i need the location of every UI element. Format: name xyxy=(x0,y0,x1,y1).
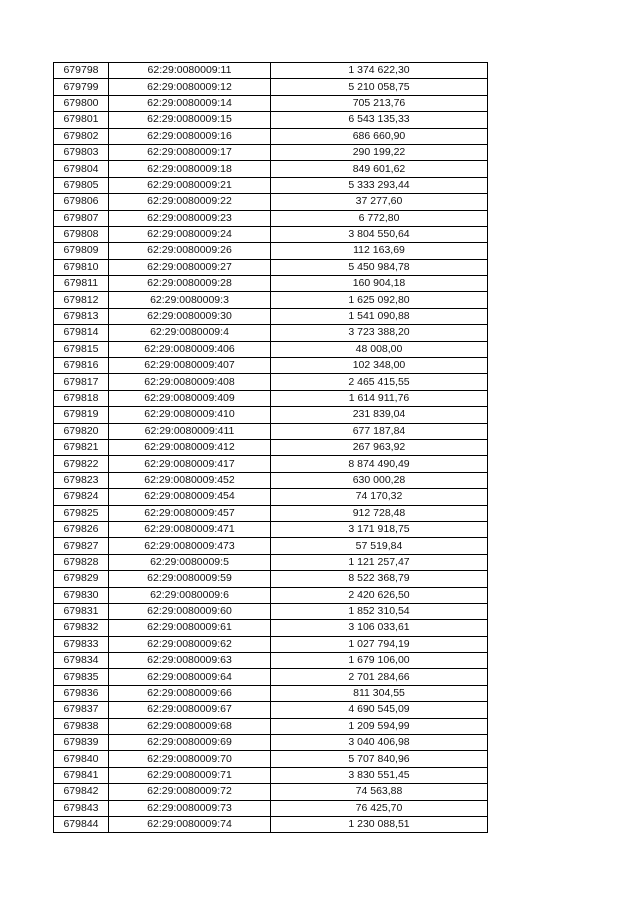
value-cell: 1 230 088,51 xyxy=(271,816,488,832)
row-id-cell: 679812 xyxy=(54,292,109,308)
row-id-cell: 679840 xyxy=(54,751,109,767)
cadastral-number-cell: 62:29:0080009:417 xyxy=(109,456,271,472)
row-id-cell: 679844 xyxy=(54,816,109,832)
value-cell: 1 614 911,76 xyxy=(271,390,488,406)
row-id-cell: 679821 xyxy=(54,439,109,455)
table-row xyxy=(54,735,488,751)
table-row xyxy=(54,521,488,537)
row-id-cell: 679806 xyxy=(54,194,109,210)
value-cell: 48 008,00 xyxy=(271,341,488,357)
data-table xyxy=(53,62,488,833)
row-id-cell: 679820 xyxy=(54,423,109,439)
row-id-cell: 679836 xyxy=(54,685,109,701)
row-id-cell: 679799 xyxy=(54,79,109,95)
value-cell: 8 874 490,49 xyxy=(271,456,488,472)
cadastral-number-cell: 62:29:0080009:4 xyxy=(109,325,271,341)
cadastral-number-cell: 62:29:0080009:18 xyxy=(109,161,271,177)
table-row xyxy=(54,308,488,324)
cadastral-number-cell: 62:29:0080009:5 xyxy=(109,554,271,570)
cadastral-number-cell: 62:29:0080009:16 xyxy=(109,128,271,144)
cadastral-number-cell: 62:29:0080009:409 xyxy=(109,390,271,406)
table-row xyxy=(54,800,488,816)
value-cell: 5 210 058,75 xyxy=(271,79,488,95)
table-row xyxy=(54,505,488,521)
cadastral-number-cell: 62:29:0080009:24 xyxy=(109,226,271,242)
row-id-cell: 679830 xyxy=(54,587,109,603)
value-cell: 686 660,90 xyxy=(271,128,488,144)
table-row xyxy=(54,456,488,472)
row-id-cell: 679827 xyxy=(54,538,109,554)
table-row xyxy=(54,112,488,128)
value-cell: 3 106 033,61 xyxy=(271,620,488,636)
value-cell: 1 209 594,99 xyxy=(271,718,488,734)
row-id-cell: 679803 xyxy=(54,144,109,160)
row-id-cell: 679824 xyxy=(54,489,109,505)
cadastral-number-cell: 62:29:0080009:411 xyxy=(109,423,271,439)
value-cell: 1 027 794,19 xyxy=(271,636,488,652)
table-row xyxy=(54,144,488,160)
cadastral-number-cell: 62:29:0080009:412 xyxy=(109,439,271,455)
cadastral-number-cell: 62:29:0080009:12 xyxy=(109,79,271,95)
value-cell: 76 425,70 xyxy=(271,800,488,816)
table-row xyxy=(54,177,488,193)
row-id-cell: 679800 xyxy=(54,95,109,111)
row-id-cell: 679808 xyxy=(54,226,109,242)
table-row xyxy=(54,341,488,357)
row-id-cell: 679832 xyxy=(54,620,109,636)
value-cell: 1 625 092,80 xyxy=(271,292,488,308)
row-id-cell: 679838 xyxy=(54,718,109,734)
value-cell: 74 170,32 xyxy=(271,489,488,505)
cadastral-number-cell: 62:29:0080009:67 xyxy=(109,702,271,718)
cadastral-number-cell: 62:29:0080009:410 xyxy=(109,407,271,423)
table-row xyxy=(54,423,488,439)
row-id-cell: 679802 xyxy=(54,128,109,144)
cadastral-number-cell: 62:29:0080009:71 xyxy=(109,767,271,783)
row-id-cell: 679826 xyxy=(54,521,109,537)
row-id-cell: 679843 xyxy=(54,800,109,816)
value-cell: 231 839,04 xyxy=(271,407,488,423)
row-id-cell: 679804 xyxy=(54,161,109,177)
row-id-cell: 679825 xyxy=(54,505,109,521)
value-cell: 1 852 310,54 xyxy=(271,603,488,619)
row-id-cell: 679813 xyxy=(54,308,109,324)
value-cell: 5 333 293,44 xyxy=(271,177,488,193)
table-row xyxy=(54,439,488,455)
value-cell: 630 000,28 xyxy=(271,472,488,488)
value-cell: 2 465 415,55 xyxy=(271,374,488,390)
value-cell: 6 543 135,33 xyxy=(271,112,488,128)
row-id-cell: 679818 xyxy=(54,390,109,406)
value-cell: 1 374 622,30 xyxy=(271,63,488,79)
cadastral-number-cell: 62:29:0080009:74 xyxy=(109,816,271,832)
cadastral-number-cell: 62:29:0080009:62 xyxy=(109,636,271,652)
value-cell: 3 040 406,98 xyxy=(271,735,488,751)
row-id-cell: 679805 xyxy=(54,177,109,193)
value-cell: 74 563,88 xyxy=(271,784,488,800)
table-row xyxy=(54,472,488,488)
table-row xyxy=(54,276,488,292)
table-row xyxy=(54,226,488,242)
value-cell: 4 690 545,09 xyxy=(271,702,488,718)
row-id-cell: 679834 xyxy=(54,653,109,669)
value-cell: 2 420 626,50 xyxy=(271,587,488,603)
table-row xyxy=(54,210,488,226)
row-id-cell: 679835 xyxy=(54,669,109,685)
table-row xyxy=(54,767,488,783)
table-row xyxy=(54,243,488,259)
cadastral-number-cell: 62:29:0080009:21 xyxy=(109,177,271,193)
cadastral-number-cell: 62:29:0080009:27 xyxy=(109,259,271,275)
table-row xyxy=(54,702,488,718)
row-id-cell: 679833 xyxy=(54,636,109,652)
cadastral-number-cell: 62:29:0080009:406 xyxy=(109,341,271,357)
table-row xyxy=(54,653,488,669)
cadastral-number-cell: 62:29:0080009:72 xyxy=(109,784,271,800)
cadastral-number-cell: 62:29:0080009:64 xyxy=(109,669,271,685)
row-id-cell: 679839 xyxy=(54,735,109,751)
table-row xyxy=(54,358,488,374)
row-id-cell: 679816 xyxy=(54,358,109,374)
row-id-cell: 679811 xyxy=(54,276,109,292)
cadastral-number-cell: 62:29:0080009:69 xyxy=(109,735,271,751)
cadastral-number-cell: 62:29:0080009:66 xyxy=(109,685,271,701)
value-cell: 102 348,00 xyxy=(271,358,488,374)
cadastral-number-cell: 62:29:0080009:61 xyxy=(109,620,271,636)
table-row xyxy=(54,390,488,406)
value-cell: 3 723 388,20 xyxy=(271,325,488,341)
row-id-cell: 679828 xyxy=(54,554,109,570)
row-id-cell: 679814 xyxy=(54,325,109,341)
table-row xyxy=(54,489,488,505)
table-row xyxy=(54,816,488,832)
cadastral-number-cell: 62:29:0080009:26 xyxy=(109,243,271,259)
table-body xyxy=(54,63,488,833)
value-cell: 1 121 257,47 xyxy=(271,554,488,570)
table-row xyxy=(54,669,488,685)
value-cell: 705 213,76 xyxy=(271,95,488,111)
value-cell: 1 541 090,88 xyxy=(271,308,488,324)
table-row xyxy=(54,538,488,554)
cadastral-number-cell: 62:29:0080009:70 xyxy=(109,751,271,767)
cadastral-number-cell: 62:29:0080009:15 xyxy=(109,112,271,128)
row-id-cell: 679837 xyxy=(54,702,109,718)
table-row xyxy=(54,751,488,767)
value-cell: 849 601,62 xyxy=(271,161,488,177)
row-id-cell: 679807 xyxy=(54,210,109,226)
row-id-cell: 679831 xyxy=(54,603,109,619)
value-cell: 677 187,84 xyxy=(271,423,488,439)
row-id-cell: 679810 xyxy=(54,259,109,275)
table-row xyxy=(54,95,488,111)
row-id-cell: 679817 xyxy=(54,374,109,390)
row-id-cell: 679823 xyxy=(54,472,109,488)
cadastral-number-cell: 62:29:0080009:22 xyxy=(109,194,271,210)
cadastral-number-cell: 62:29:0080009:473 xyxy=(109,538,271,554)
cadastral-number-cell: 62:29:0080009:63 xyxy=(109,653,271,669)
value-cell: 8 522 368,79 xyxy=(271,571,488,587)
cadastral-number-cell: 62:29:0080009:17 xyxy=(109,144,271,160)
value-cell: 2 701 284,66 xyxy=(271,669,488,685)
cadastral-number-cell: 62:29:0080009:6 xyxy=(109,587,271,603)
table-row xyxy=(54,79,488,95)
cadastral-number-cell: 62:29:0080009:457 xyxy=(109,505,271,521)
value-cell: 3 804 550,64 xyxy=(271,226,488,242)
table-row xyxy=(54,63,488,79)
cadastral-number-cell: 62:29:0080009:471 xyxy=(109,521,271,537)
table-row xyxy=(54,161,488,177)
cadastral-number-cell: 62:29:0080009:452 xyxy=(109,472,271,488)
cadastral-number-cell: 62:29:0080009:60 xyxy=(109,603,271,619)
cadastral-number-cell: 62:29:0080009:407 xyxy=(109,358,271,374)
table-row xyxy=(54,128,488,144)
value-cell: 1 679 106,00 xyxy=(271,653,488,669)
cadastral-number-cell: 62:29:0080009:68 xyxy=(109,718,271,734)
cadastral-number-cell: 62:29:0080009:14 xyxy=(109,95,271,111)
table-row xyxy=(54,554,488,570)
table-row xyxy=(54,259,488,275)
cadastral-number-cell: 62:29:0080009:28 xyxy=(109,276,271,292)
row-id-cell: 679829 xyxy=(54,571,109,587)
table-row xyxy=(54,194,488,210)
value-cell: 5 450 984,78 xyxy=(271,259,488,275)
value-cell: 57 519,84 xyxy=(271,538,488,554)
cadastral-number-cell: 62:29:0080009:454 xyxy=(109,489,271,505)
table-row xyxy=(54,374,488,390)
cadastral-number-cell: 62:29:0080009:11 xyxy=(109,63,271,79)
value-cell: 811 304,55 xyxy=(271,685,488,701)
cadastral-number-cell: 62:29:0080009:30 xyxy=(109,308,271,324)
value-cell: 112 163,69 xyxy=(271,243,488,259)
table-row xyxy=(54,636,488,652)
value-cell: 267 963,92 xyxy=(271,439,488,455)
value-cell: 290 199,22 xyxy=(271,144,488,160)
value-cell: 3 830 551,45 xyxy=(271,767,488,783)
table-row xyxy=(54,718,488,734)
row-id-cell: 679842 xyxy=(54,784,109,800)
row-id-cell: 679798 xyxy=(54,63,109,79)
table-row xyxy=(54,784,488,800)
value-cell: 160 904,18 xyxy=(271,276,488,292)
table-row xyxy=(54,620,488,636)
value-cell: 912 728,48 xyxy=(271,505,488,521)
cadastral-number-cell: 62:29:0080009:408 xyxy=(109,374,271,390)
table-row xyxy=(54,587,488,603)
row-id-cell: 679822 xyxy=(54,456,109,472)
cadastral-number-cell: 62:29:0080009:3 xyxy=(109,292,271,308)
row-id-cell: 679809 xyxy=(54,243,109,259)
table-row xyxy=(54,571,488,587)
value-cell: 3 171 918,75 xyxy=(271,521,488,537)
row-id-cell: 679819 xyxy=(54,407,109,423)
table-row xyxy=(54,407,488,423)
row-id-cell: 679841 xyxy=(54,767,109,783)
cadastral-number-cell: 62:29:0080009:59 xyxy=(109,571,271,587)
cadastral-number-cell: 62:29:0080009:23 xyxy=(109,210,271,226)
value-cell: 5 707 840,96 xyxy=(271,751,488,767)
table-row xyxy=(54,292,488,308)
row-id-cell: 679815 xyxy=(54,341,109,357)
value-cell: 6 772,80 xyxy=(271,210,488,226)
cadastral-number-cell: 62:29:0080009:73 xyxy=(109,800,271,816)
table-row xyxy=(54,603,488,619)
row-id-cell: 679801 xyxy=(54,112,109,128)
table-row xyxy=(54,685,488,701)
value-cell: 37 277,60 xyxy=(271,194,488,210)
table-row xyxy=(54,325,488,341)
